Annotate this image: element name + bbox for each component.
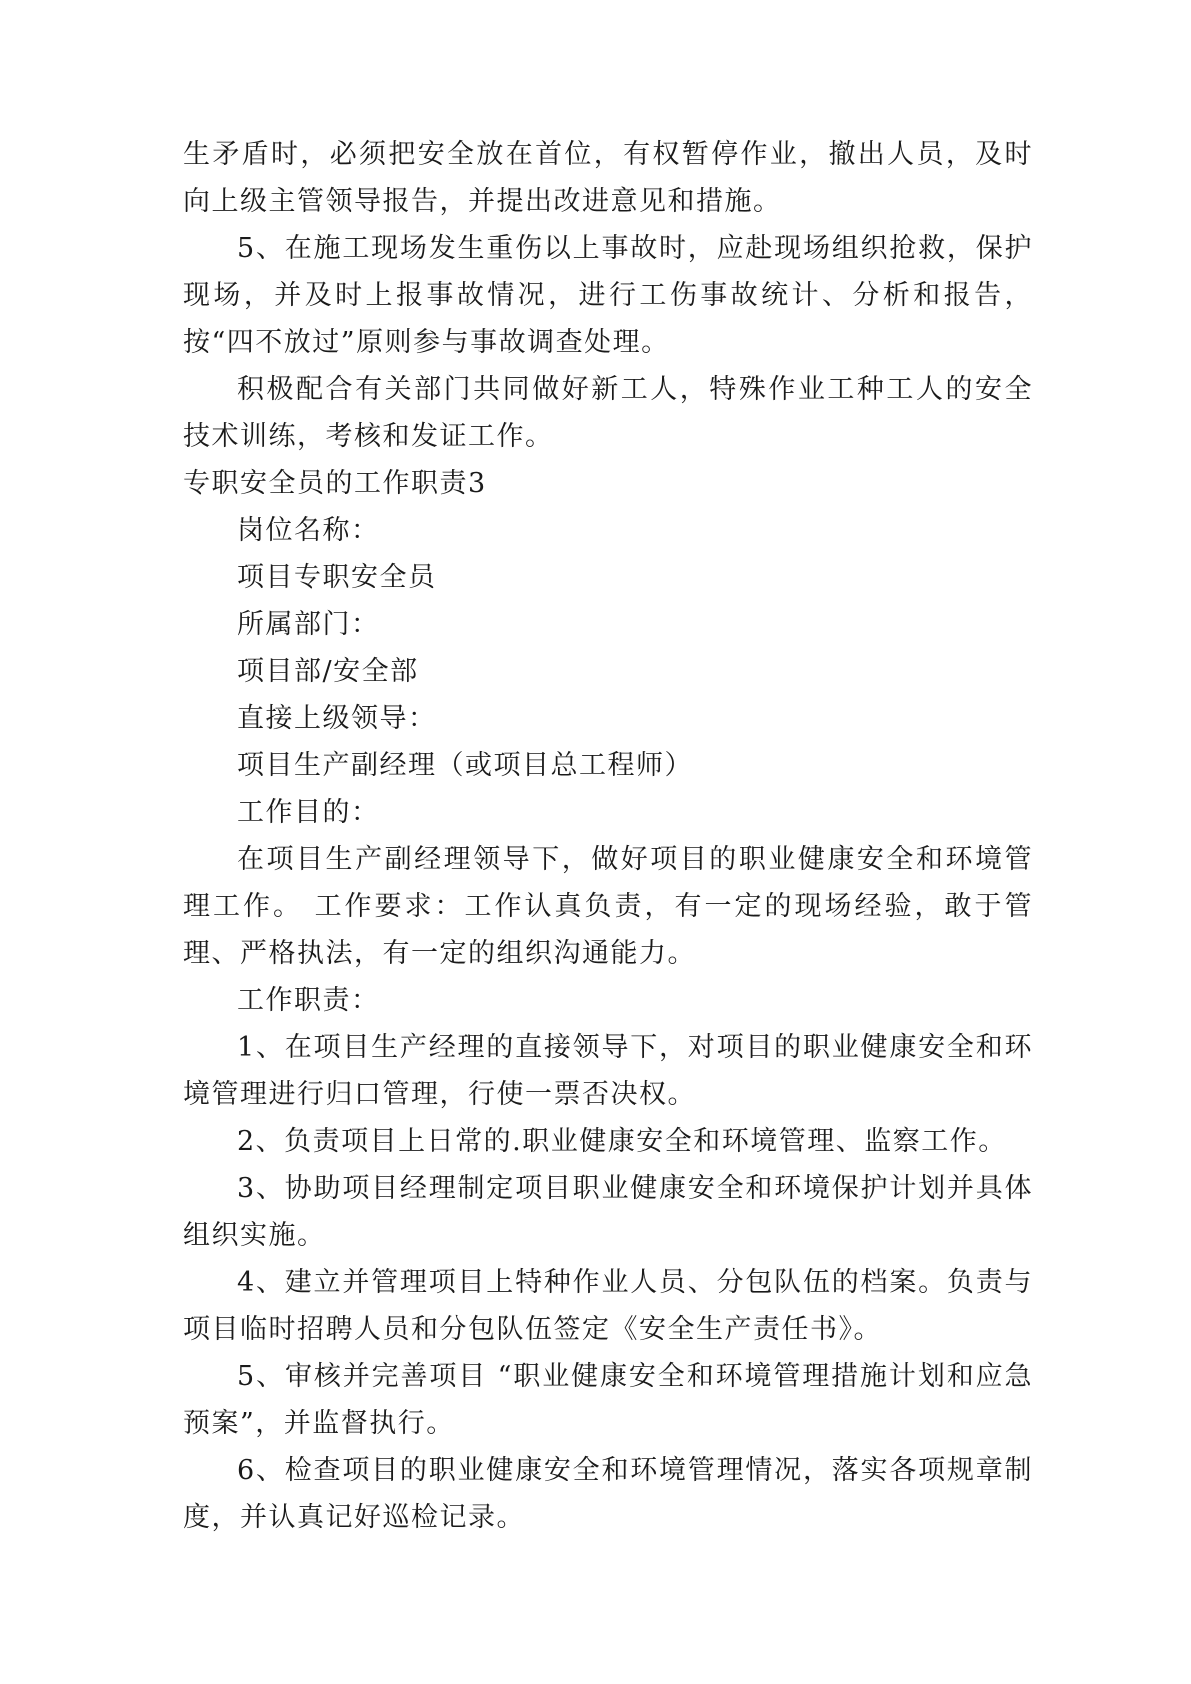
document-page (183, 131, 1033, 1541)
duty-item-4: 4、建立并管理项目上特种作业人员、分包队伍的档案。负责与项目临时招聘人员和分包队伍签定《安全生产责任书》。 (183, 1267, 1033, 1345)
duty-item-6: 6、检查项目的职业健康安全和环境管理情况，落实各项规章制度，并认真记好巡检记录。 (183, 1455, 1033, 1533)
paragraph-item-5-accident: 5、在施工现场发生重伤以上事故时，应赴现场组织抢救，保护现场，并及时上报事故情况，进行工伤事故统计、分析和报告，按“四不放过”原则参与事故调查处理。 (183, 233, 1033, 358)
paragraph-purpose: 在项目生产副经理领导下，做好项目的职业健康安全和环境管理工作。 工作要求：工作认真负责，有一定的现场经验，敢于管理、严格执法，有一定的组织沟通能力。 (183, 844, 1033, 969)
duty-item-2: 2、负责项目上日常的.职业健康安全和环境管理、监察工作。 (237, 1126, 1007, 1157)
duty-item-1: 1、在项目生产经理的直接领导下，对项目的职业健康安全和环境管理进行归口管理，行使一票否决权。 (183, 1032, 1033, 1110)
field-label-supervisor: 直接上级领导： (237, 703, 437, 734)
field-label-purpose: 工作目的： (237, 797, 380, 828)
duty-item-3: 3、协助项目经理制定项目职业健康安全和环境保护计划并具体组织实施。 (183, 1173, 1033, 1251)
field-label-duties: 工作职责： (237, 985, 380, 1016)
section-heading: 专职安全员的工作职责3 (183, 468, 487, 499)
field-value-department: 项目部/安全部 (237, 656, 419, 687)
paragraph-continuation: 生矛盾时，必须把安全放在首位，有权暂停作业，撤出人员，及时向上级主管领导报告，并提出改进意见和措施。 (183, 139, 1033, 217)
field-label-position-name: 岗位名称： (237, 515, 380, 546)
field-value-position-name: 项目专职安全员 (237, 562, 437, 593)
field-value-supervisor: 项目生产副经理（或项目总工程师） (237, 750, 693, 781)
duty-item-5: 5、审核并完善项目 “职业健康安全和环境管理措施计划和应急预案”，并监督执行。 (183, 1361, 1033, 1439)
paragraph-training: 积极配合有关部门共同做好新工人，特殊作业工种工人的安全技术训练，考核和发证工作。 (183, 374, 1033, 452)
field-label-department: 所属部门： (237, 609, 380, 640)
